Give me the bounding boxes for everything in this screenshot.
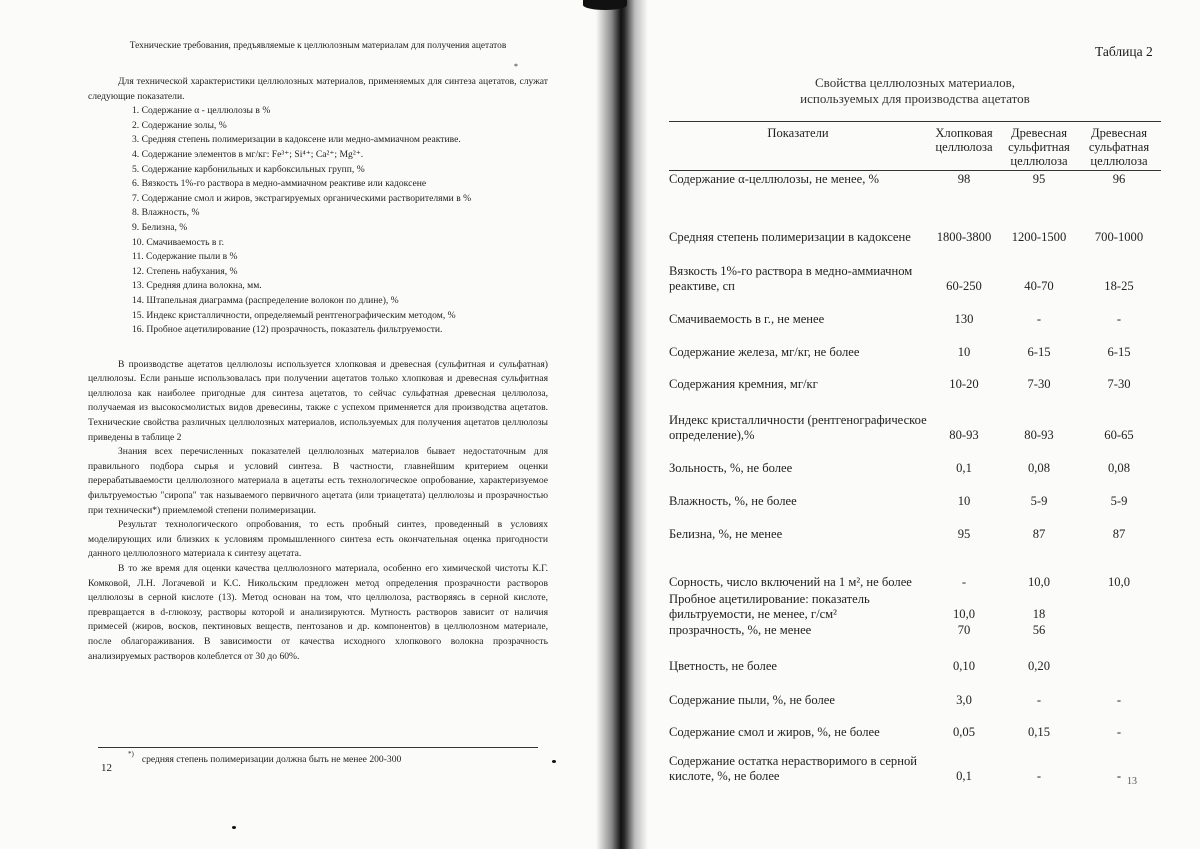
cell-value: 80-93: [1024, 428, 1054, 442]
cell-value: 0,10: [952, 659, 976, 673]
row-label: прозрачность, %, не менее: [669, 623, 812, 637]
footnote-divider: [98, 747, 538, 748]
table-label: Таблица 2: [1095, 44, 1153, 59]
list-item: 2. Содержание золы, %: [132, 119, 227, 131]
row-label: Содержание пыли, %, не более: [669, 693, 835, 707]
row-label: Вязкость 1%-го раствора в медно-аммиачном реактиве, сп: [669, 263, 913, 293]
cell-value: 10-20: [949, 377, 979, 391]
row-label: Влажность, %, не более: [669, 494, 797, 508]
list-item: 5. Содержание карбонильных и карбоксильных групп, %: [132, 163, 365, 175]
list-item: 16. Пробное ацетилирование (12) прозрачность, показатель фильтруемости.: [132, 324, 443, 336]
cell-value: 0,05: [952, 725, 976, 739]
scan-speck: [583, 0, 627, 10]
cell-value: 87: [1032, 527, 1046, 541]
list-item: 3. Средняя степень полимеризации в кадоксене или медно-аммиачном реактиве.: [132, 134, 461, 146]
column-header: Хлопковая целлюлоза: [927, 122, 1001, 171]
column-header: Древесная сульфатная целлюлоза: [1077, 122, 1161, 171]
row-label: Средняя степень полимеризации в кадоксене: [669, 230, 911, 244]
table-row: [669, 393, 1161, 444]
body-paragraph: В то же время для оценки качества целлюлозного материала, особенно его химической чистоты К.Г. Комковой, Л.Н. Логачевой и К.С. Никольским предложен метод определения прозрачности растворов целлюлозы в серной кислоте (13). Метод основан на том, что целлюлоза, растворяясь в серной кислоте, превращается в d-глюкозу, растворы которой и анализируются. Мутность растворов зависит от наличия примесей (жиров, восков, пектиновых веществ, пентозанов и др. компонентов) в целлюлозном материале, после облагораживания. В зависимости от качества исходного хлопкового волокна прозрачность анализируемых растворов колеблется от 30 до 60%.: [88, 563, 548, 662]
row-label: Содержание смол и жиров, %, не более: [669, 725, 880, 739]
row-label: Содержание остатка нерастворимого в серной кислоте, %, не более: [669, 753, 917, 783]
intro-paragraph: Для технической характеристики целлюлозных материалов, применяемых для синтеза ацетатов, служат следующие показатели.: [88, 76, 548, 102]
caption-line: Свойства целлюлозных материалов,: [814, 75, 1015, 90]
table-row: [669, 295, 1161, 328]
column-header: Показатели: [669, 122, 927, 171]
row-label: Содержания кремния, мг/кг: [669, 377, 818, 391]
page-number-right: 13: [1127, 776, 1137, 787]
caption-line: используемых для производства ацетатов: [800, 91, 1030, 106]
cell-value: -: [1116, 693, 1122, 707]
cell-value: 7-30: [1027, 377, 1051, 391]
table-row: [669, 328, 1161, 361]
cell-value: 18: [1032, 607, 1046, 621]
cell-value: 0,1: [956, 461, 972, 475]
footnote: [128, 752, 401, 765]
cell-value: 87: [1112, 527, 1126, 541]
table-row: [669, 171, 1161, 188]
cell-value: 130: [954, 312, 974, 326]
cell-value: -: [1116, 725, 1122, 739]
table-row: [669, 477, 1161, 510]
cell-value: 70: [957, 623, 971, 637]
table-row: [669, 188, 1161, 246]
cell-value: -: [1036, 312, 1042, 326]
table-row: [669, 543, 1161, 591]
row-label: Белизна, %, не менее: [669, 527, 783, 541]
table-row: [669, 361, 1161, 393]
cell-value: 0,1: [956, 769, 972, 783]
cell-value: 96: [1112, 172, 1126, 186]
column-header: Древесная сульфитная целлюлоза: [1001, 122, 1077, 171]
row-label: Индекс кристалличности (рентгенографическое определение),%: [669, 412, 927, 442]
list-item: 8. Влажность, %: [132, 207, 200, 219]
cell-value: 0,08: [1107, 461, 1131, 475]
list-item: 11. Содержание пыли в %: [132, 251, 238, 263]
cell-value: 80-93: [949, 428, 979, 442]
cell-value: -: [1116, 312, 1122, 326]
table-row: [669, 246, 1161, 295]
cell-value: -: [1036, 693, 1042, 707]
row-label: Смачиваемость в г., не менее: [669, 312, 825, 326]
footnote-text: средняя степень полимеризации должна быть не менее 200-300: [141, 754, 402, 766]
cell-value: -: [1116, 769, 1122, 783]
cell-value: 60-65: [1104, 428, 1134, 442]
body-paragraph: В производстве ацетатов целлюлозы используется хлопковая и древесная (сульфитная и сульфатная) целлюлозы. Если раньше использовалась при получении ацетатов только хлопковая и древесная сульфитная целлюлоза как наиболее пригодные для синтеза ацетатов, то сейчас сульфатная древесная целлюлоза, получаемая из высокосмолистых видов древесины, также с успехом применяется для производства ацетатов. Технические свойства различных целлюлозных материалов, используемых для получения ацетатов целлюлозы приведены в таблице 2: [88, 358, 548, 443]
table-row: [669, 510, 1161, 543]
list-item: 1. Содержание α - целлюлозы в %: [132, 105, 271, 117]
left-page: [88, 40, 548, 664]
cell-value: -: [961, 575, 967, 589]
scan-speck: [232, 826, 236, 829]
cell-value: 1800-3800: [936, 230, 992, 244]
row-label: Содержание α-целлюлозы, не менее, %: [669, 172, 879, 186]
body-paragraph: Результат технологического опробования, то есть пробный синтез, проведенный в условиях моделирующих или близких к условиям промышленного синтеза есть окончательная оценка пригодности данного целлюлозного материала к синтезу ацетата.: [88, 519, 548, 560]
table-row: [669, 639, 1161, 675]
list-item: 13. Средняя длина волокна, мм.: [132, 280, 262, 292]
table-row: [669, 591, 1161, 623]
list-item: 15. Индекс кристалличности, определяемый рентгенографическим методом, %: [132, 309, 456, 321]
cell-value: 10: [957, 345, 971, 359]
table-row: [669, 709, 1161, 741]
cell-value: 10: [957, 494, 971, 508]
cell-value: 0,20: [1027, 659, 1051, 673]
cell-value: 6-15: [1107, 345, 1131, 359]
list-item: 7. Содержание смол и жиров, экстрагируемых органическими растворителями в %: [132, 192, 472, 204]
scan-speck: [552, 760, 556, 763]
list-item: 10. Смачиваемость в г.: [132, 236, 225, 248]
row-label: Пробное ацетилирование: показатель фильтруемости, не менее, г/см²: [669, 591, 870, 621]
book-spine-shadow: [596, 0, 648, 849]
footnote-mark: *): [128, 750, 134, 758]
left-page-title: Технические требования, предъявляемые к целлюлозным материалам для получения ацетатов: [129, 41, 507, 51]
row-label: Цветность, не более: [669, 659, 778, 673]
cell-value: 95: [957, 527, 971, 541]
cell-value: 7-30: [1107, 377, 1131, 391]
cell-value: 60-250: [946, 279, 982, 293]
title-footnote-star: *: [514, 62, 518, 71]
cell-value: 10,0: [952, 607, 976, 621]
cell-value: 3,0: [956, 693, 972, 707]
properties-table: [669, 121, 1161, 785]
cell-value: 6-15: [1027, 345, 1051, 359]
cell-value: 95: [1032, 172, 1046, 186]
cell-value: 40-70: [1024, 279, 1054, 293]
list-item: 14. Штапельная диаграмма (распределение волокон по длине), %: [132, 294, 399, 306]
table-header-row: [669, 122, 1161, 171]
indicator-list: [88, 104, 548, 338]
cell-value: 10,0: [1027, 575, 1051, 589]
row-label: Сорность, число включений на 1 м², не более: [669, 575, 912, 589]
list-item: 9. Белизна, %: [132, 221, 188, 233]
row-label: Содержание железа, мг/кг, не более: [669, 345, 860, 359]
cell-value: [1077, 639, 1161, 675]
table-row: [669, 623, 1161, 639]
cell-value: -: [1036, 769, 1042, 783]
body-paragraph: Знания всех перечисленных показателей целлюлозных материалов бывает недостаточным для правильного подбора сырья и условий синтеза. В частности, главнейшим критерием оценки перерабатываемости целлюлозного материала в ацетаты есть технологическое опробование, характеризуемое фильтруемостью "сиропа" так называемого первичного ацетата (или триацетата) целлюлозы и прозрачностью при технически*) приемлемой степени полимеризации.: [88, 446, 548, 516]
cell-value: 5-9: [1110, 494, 1128, 508]
cell-value: 56: [1032, 623, 1046, 637]
cell-value: 10,0: [1107, 575, 1131, 589]
cell-value: 98: [957, 172, 971, 186]
cell-value: [1077, 591, 1161, 623]
table-row: [669, 741, 1161, 785]
list-item: 4. Содержание элементов в мг/кг: Fe³⁺; Si⁴⁺; Ca²⁺; Mg²⁺.: [132, 148, 364, 160]
cell-value: 18-25: [1104, 279, 1134, 293]
row-label: Зольность, %, не более: [669, 461, 793, 475]
list-item: 12. Степень набухания, %: [132, 265, 238, 277]
table-row: [669, 444, 1161, 477]
page-number-left: 12: [101, 762, 112, 774]
table-caption: [700, 75, 1130, 107]
cell-value: [1077, 623, 1161, 639]
cell-value: 5-9: [1030, 494, 1048, 508]
list-item: 6. Вязкость 1%-го раствора в медно-аммиачном реактиве или кадоксене: [132, 178, 427, 190]
cell-value: 700-1000: [1094, 230, 1144, 244]
cell-value: 0,08: [1027, 461, 1051, 475]
cell-value: 1200-1500: [1011, 230, 1067, 244]
cell-value: 0,15: [1027, 725, 1051, 739]
table-row: [669, 675, 1161, 709]
